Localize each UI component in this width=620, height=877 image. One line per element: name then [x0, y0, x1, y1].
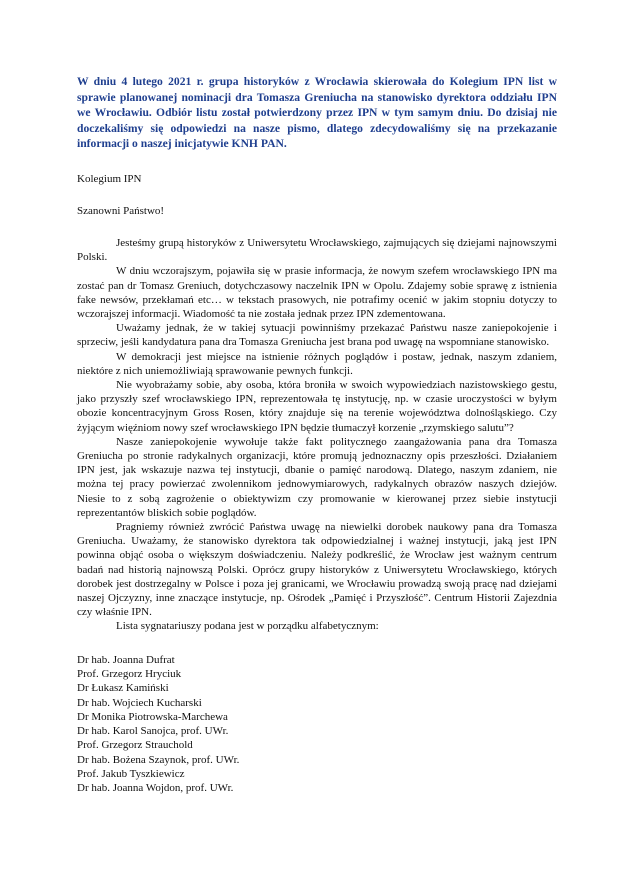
addressee: Kolegium IPN: [77, 172, 142, 185]
greeting: Szanowni Państwo!: [77, 204, 165, 217]
paragraph: Pragniemy również zwrócić Państwa uwagę na niewielki dorobek naukowy pana dra Tomasza Greniucha. Uważamy, że stanowisko dyrektora tak odpowiedzialnej i ważnej instytucji, jaką jest IPN powinna objąć osoba o większym doświadczeniu. Należy podkreślić, że Wrocław jest ważnym centrum badań nad historią najnowszą Polski. Oprócz grupy historyków z Uniwersytetu Wrocławskiego, których dorobek jest dostrzegalny w Polsce i poza jej granicami, we Wrocławiu prowadzą swoją pracę nad dziejami naszej Ojczyzny, inne znaczące instytucje, np. Ośrodek „Pamięć i Przyszłość”. Centrum Historii Zajezdnia czy właśnie IPN.: [77, 521, 557, 619]
paragraph: W dniu wczorajszym, pojawiła się w prasie informacja, że nowym szefem wrocławskiego IPN ma zostać pan dr Tomasz Greniuch, dotychczasowy naczelnik IPN w Opolu. Zdajemy sobie sprawę z istnienia fake newsów, przekłamań etc… w tekstach prasowych, nie potrafimy ocenić w jakim stopniu dotyczy to wczorajszej informacji. Wiadomość ta nie została jednak przez IPN zdementowana.: [77, 265, 557, 320]
paragraph: W demokracji jest miejsce na istnienie różnych poglądów i postaw, jednak, naszym zdaniem, niektóre z nich uniemożliwiają sprawowanie pewnych funkcji.: [77, 350, 557, 377]
document-page: [77, 74, 557, 796]
signatory: Dr hab. Wojciech Kucharski: [77, 696, 202, 709]
paragraph: Nie wyobrażamy sobie, aby osoba, która broniła w swoich wypowiedziach nazistowskiego gestu, jako przyszły szef wrocławskiego IPN, reprezentowała tę instytucję, np. w czasie uroczystości w byłym obozie koncentracyjnym Gross Rosen, który znajduje się na terenie województwa dolnośląskiego. Czy żyjącym więźniom nowy szef wrocławskiego IPN będzie tłumaczył korzenie „rzymskiego salutu”?: [77, 379, 557, 434]
signatory: Dr Monika Piotrowska-Marchewa: [77, 710, 228, 723]
signatory: Prof. Jakub Tyszkiewicz: [77, 768, 185, 781]
signatory: Prof. Grzegorz Strauchold: [77, 739, 193, 752]
paragraph: Lista sygnatariuszy podana jest w porządku alfabetycznym:: [116, 620, 379, 633]
signatory: Dr hab. Bożena Szaynok, prof. UWr.: [77, 753, 240, 766]
paragraph: Nasze zaniepokojenie wywołuje także fakt politycznego zaangażowania pana dra Tomasza Greniucha po stronie radykalnych organizacji, które promują jednoznaczny opis przeszłości. Działaniem IPN jest, jak wskazuje nazwa tej instytucji, dbanie o pamięć narodową. Dlatego, naszym zdaniem, nie można tej pracy powierzać zwolennikom jednowymiarowych, radykalnych obrazów naszych dziejów. Niesie to z sobą zagrożenie o obiektywizm czy promowanie w kierowanej przez siebie instytucji reprezentantów bliskich sobie poglądów.: [77, 435, 557, 519]
letter-body: [77, 236, 557, 634]
signatory: Dr hab. Karol Sanojca, prof. UWr.: [77, 725, 229, 738]
paragraph: Jesteśmy grupą historyków z Uniwersytetu Wrocławskiego, zajmujących się dziejami najnowszymi Polski.: [77, 236, 557, 264]
signatory: Dr hab. Joanna Wojdon, prof. UWr.: [77, 782, 234, 795]
signatory: Dr Łukasz Kamiński: [77, 682, 169, 695]
paragraph: Uważamy jednak, że w takiej sytuacji powinniśmy przekazać Państwu nasze zaniepokojenie i sprzeciw, jeśli kandydatura pana dra Tomasza Greniucha jest brana pod uwagę na wspomniane stanowisko.: [77, 322, 557, 349]
signatory: Prof. Grzegorz Hryciuk: [77, 667, 182, 680]
intro-note: W dniu 4 lutego 2021 r. grupa historyków z Wrocławia skierowała do Kolegium IPN list w sprawie planowanej nominacji dra Tomasza Greniucha na stanowisko dyrektora oddziału IPN we Wrocławiu. Odbiór listu został potwierdzony przez IPN w tym samym dniu. Do dzisiaj nie doczekaliśmy się odpowiedzi na nasze pismo, dlatego zdecydowaliśmy się na przekazanie informacji o naszej inicjatywie KNH PAN.: [77, 75, 557, 151]
signatory: Dr hab. Joanna Dufrat: [77, 653, 175, 666]
signatory-list: [77, 653, 557, 796]
